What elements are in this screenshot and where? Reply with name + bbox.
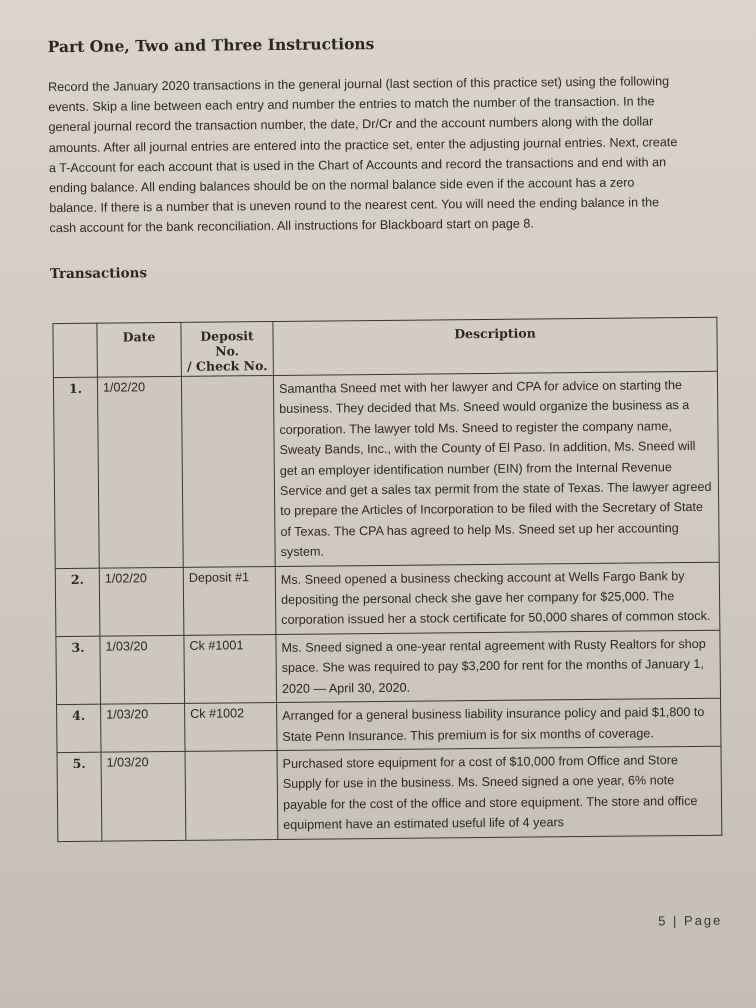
row-reference: Ck #1001: [184, 634, 277, 703]
row-number: 3.: [56, 636, 101, 705]
row-date: 1/02/20: [99, 567, 184, 636]
row-date: 1/03/20: [101, 703, 185, 752]
transactions-heading: Transactions: [49, 265, 148, 283]
row-description: Samantha Sneed met with her lawyer and CPA for advice on starting the business. They decided that Ms. Sneed would organize the business as a corporation. The lawyer told Ms. Sneed to register the company name, Sweaty Bands, Inc., with the County of El Paso. In addition, Ms. Sneed will get an employer identification number (EIN) from the Internal Revenue Service and get a sales tax permit from the state of Texas. The lawyer agreed to prepare the Articles of Incorporation to be filed with the Secretary of State of Texas. The CPA has agreed to help Ms. Sneed set up her accounting system.: [273, 371, 719, 566]
row-reference: Ck #1002: [185, 703, 277, 752]
document-sheet: [13, 11, 742, 968]
instructions-paragraph: Record the January 2020 transactions in the general journal (last section of this practice set) using the following events. Skip a line between each entry and number the entries to match the number of the transaction. In the general journal record the transaction number, the date, Dr/Cr and the account numbers along with the dollar amounts. After all journal entries are entered into the practice set, enter the adjusting journal entries. Next, create a T-Account for each account that is used in the Chart of Accounts and record the transactions and end with an ending balance. All ending balances should be on the normal balance side even if the account has a zero balance. If there is a number that is uneven round to the nearest cent. You will need the ending balance in the cash account for the bank reconciliation. All instructions for Blackboard start on page 8.: [48, 74, 678, 236]
row-number: 5.: [57, 752, 102, 841]
table-row: [55, 562, 720, 637]
page-title: Part One, Two and Three Instructions: [47, 34, 375, 57]
header-deposit-line2: / Check No.: [187, 358, 268, 374]
header-number: [53, 323, 98, 377]
row-description: Ms. Sneed opened a business checking account at Wells Fargo Bank by depositing the personal check she gave her company for $25,000. The corporation issued her a stock certificate for 50,000 shares of common stock.: [275, 562, 720, 634]
row-description: Ms. Sneed signed a one-year rental agreement with Rusty Realtors for shop space. She was required to pay $3,200 for rent for the months of January 1, 2020 — April 30, 2020.: [276, 630, 721, 702]
table-row: [56, 630, 721, 705]
header-deposit-check: [181, 322, 274, 377]
row-date: 1/03/20: [101, 751, 186, 840]
header-description: Description: [273, 317, 717, 375]
row-description: Arranged for a general business liability insurance policy and paid $1,800 to State Penn Insurance. This premium is for six months of coverage.: [277, 698, 721, 750]
row-number: 1.: [53, 377, 99, 568]
table-header-row: [53, 317, 717, 377]
table-row: [53, 371, 719, 568]
row-date: 1/02/20: [97, 376, 183, 567]
row-reference: Deposit #1: [183, 566, 276, 635]
row-number: 4.: [57, 704, 101, 752]
transactions-table: [52, 317, 722, 842]
row-description: Purchased store equipment for a cost of $10,000 from Office and Store Supply for use in the business. Ms. Sneed signed a one year, 6% note payable for the cost of the office and store equipment. The store and office equipment have an estimated useful life of 4 years: [277, 746, 722, 839]
page-number-footer: 5 | Page: [658, 912, 723, 929]
header-date: Date: [97, 322, 182, 377]
row-reference: [185, 750, 278, 840]
table-row: [57, 746, 722, 841]
row-date: 1/03/20: [100, 635, 185, 704]
row-reference: [181, 375, 275, 567]
table-row: [57, 698, 721, 752]
header-deposit-line1: Deposit No.: [200, 328, 254, 359]
row-number: 2.: [55, 568, 100, 637]
